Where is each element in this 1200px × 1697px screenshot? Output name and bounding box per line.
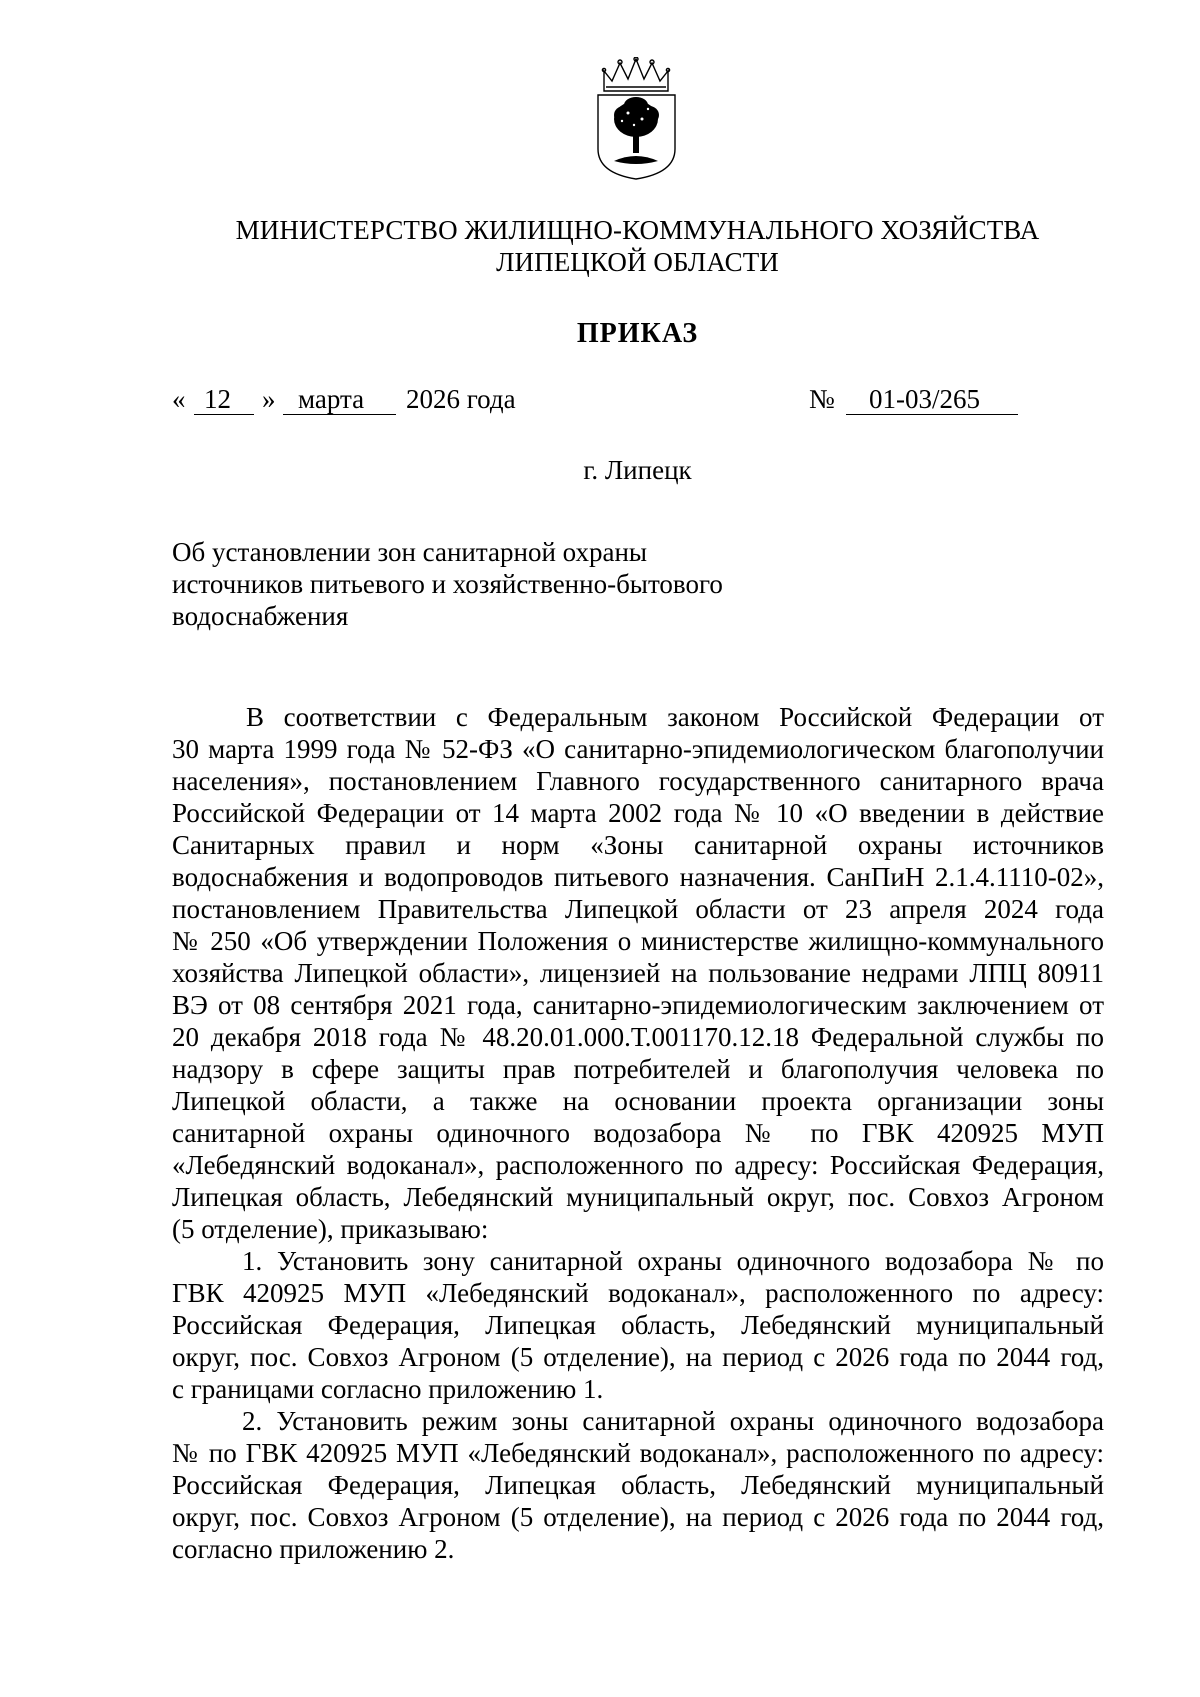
date-number-line	[0, 384, 1200, 420]
subject-line: источников питьевого и хозяйственно-бытового	[172, 569, 723, 599]
body-line: санитарной охраны одиночного водозабора № по ГВК 420925 МУП	[172, 1118, 1104, 1148]
date-month: марта	[298, 384, 365, 414]
order-item-1	[172, 1245, 1104, 1405]
date-year: 2026 года	[406, 384, 516, 414]
body-line: хозяйства Липецкой области», лицензией на пользование недрами ЛПЦ 80911	[172, 958, 1104, 988]
subject-line: водоснабжения	[172, 601, 349, 631]
date-day: 12	[204, 384, 231, 414]
body-line: Российская Федерация, Липецкая область, Лебедянский муниципальный	[172, 1310, 1104, 1340]
coat-of-arms-emblem	[594, 57, 679, 181]
order-number: 01-03/265	[869, 384, 980, 414]
body-line: Российской Федерации от 14 марта 2002 года № 10 «О введении в действие	[172, 798, 1104, 828]
body-line: ГВК 420925 МУП «Лебедянский водоканал», расположенного по адресу:	[172, 1278, 1104, 1308]
city-name: г. Липецк	[583, 455, 692, 485]
number-underline	[846, 414, 1018, 415]
body-line: 20 декабря 2018 года № 48.20.01.000.Т.001170.12.18 Федеральной службы по	[172, 1022, 1104, 1052]
body-line: согласно приложению 2.	[172, 1534, 455, 1564]
body-line: Липецкая область, Лебедянский муниципальный округ, пос. Совхоз Агроном	[172, 1182, 1104, 1212]
preamble-paragraph	[172, 701, 1104, 1245]
subject-line: Об установлении зон санитарной охраны	[172, 537, 648, 567]
body-line: округ, пос. Совхоз Агроном (5 отделение), на период с 2026 года по 2044 год,	[172, 1502, 1104, 1532]
body-line: Липецкой области, а также на основании проекта организации зоны	[172, 1086, 1104, 1116]
body-line: с границами согласно приложению 1.	[172, 1374, 604, 1404]
ministry-name-line1: МИНИСТЕРСТВО ЖИЛИЩНО-КОММУНАЛЬНОГО ХОЗЯЙСТВА	[235, 215, 1040, 245]
order-item-2	[172, 1405, 1104, 1565]
body-line: «Лебедянский водоканал», расположенного по адресу: Российская Федерация,	[172, 1150, 1104, 1180]
order-subject	[172, 536, 723, 632]
ministry-name	[0, 214, 1200, 278]
body-line: ВЭ от 08 сентября 2021 года, санитарно-эпидемиологическим заключением от	[172, 990, 1104, 1020]
close-quote: »	[262, 384, 276, 414]
body-line: 2. Установить режим зоны санитарной охраны одиночного водозабора	[242, 1406, 1104, 1436]
body-line: (5 отделение), приказываю:	[172, 1214, 489, 1244]
body-line: № по ГВК 420925 МУП «Лебедянский водоканал», расположенного по адресу:	[172, 1438, 1104, 1468]
body-line: постановлением Правительства Липецкой области от 23 апреля 2024 года	[172, 894, 1104, 924]
body-line: водоснабжения и водопроводов питьевого назначения. СанПиН 2.1.4.1110-02»,	[172, 862, 1104, 892]
day-underline	[194, 414, 254, 415]
body-line: 1. Установить зону санитарной охраны одиночного водозабора № по	[242, 1246, 1104, 1276]
body-line: Российская Федерация, Липецкая область, Лебедянский муниципальный	[172, 1470, 1104, 1500]
document-type-title: ПРИКАЗ	[576, 318, 699, 349]
body-line: надзору в сфере защиты прав потребителей и благополучия человека по	[172, 1054, 1104, 1084]
body-line: В соответствии с Федеральным законом Российской Федерации от	[246, 702, 1104, 732]
order-body	[172, 701, 1104, 1565]
body-line: населения», постановлением Главного государственного санитарного врача	[172, 766, 1104, 796]
body-line: округ, пос. Совхоз Агроном (5 отделение), на период с 2026 года по 2044 год,	[172, 1342, 1104, 1372]
month-underline	[283, 414, 396, 415]
body-line: 30 марта 1999 года № 52-ФЗ «О санитарно-эпидемиологическом благополучии	[172, 734, 1104, 764]
ministry-name-line2: ЛИПЕЦКОЙ ОБЛАСТИ	[496, 247, 779, 277]
body-line: Санитарных правил и норм «Зоны санитарной охраны источников	[172, 830, 1104, 860]
body-line: № 250 «Об утверждении Положения о министерстве жилищно-коммунального	[172, 926, 1104, 956]
open-quote: «	[172, 384, 186, 414]
number-sign: №	[809, 384, 835, 414]
